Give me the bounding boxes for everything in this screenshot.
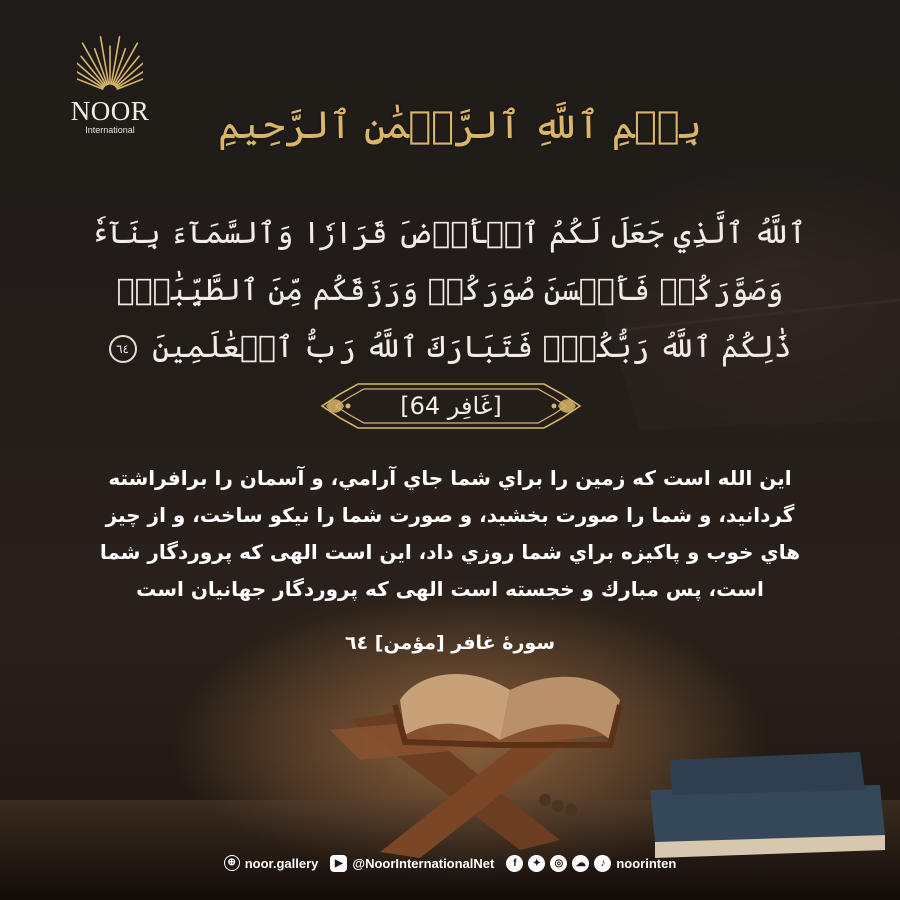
persian-translation: اين الله است كه زمين را براي شما جاي آرامي، و آسمان را برافراشته گردانيد، و شما را صورت بخشيد، و صورت شما را نيكو ساخت، و از چيز هاي خوب و پاكيزه براي شما روزي داد، اين است الهى كه پروردگار شما است، پس مبارك و خجسته است الهى كه پروردگار جهانيان است (99, 466, 801, 601)
logo-ray (116, 55, 143, 87)
logo-ray (77, 55, 104, 87)
verse-reference: [غَافِر 64] (400, 392, 502, 420)
website-text: noor.gallery (244, 855, 319, 871)
verse-text: ٱللَّهُ ٱلَّذِي جَعَلَ لَكُمُ ٱلۡأَرۡضَ قَرَارٗا وَٱلسَّمَآءَ بِنَآءٗ وَصَوَّرَكُمۡ فَأَحۡسَنَ صُوَرَكُمۡ وَرَزَقَكُم مِّنَ ٱلطَّيِّبَٰتِۚ ذَٰلِكُمُ ٱللَّهُ رَبُّكُمۡۖ فَتَبَارَكَ ٱللَّهُ رَبُّ ٱلۡعَٰلَمِينَ (93, 216, 807, 365)
facebook-icon[interactable]: f (506, 855, 523, 872)
tiktok-icon[interactable]: ♪ (594, 855, 611, 872)
website-link[interactable] (224, 855, 319, 871)
logo-subtitle: International (85, 125, 135, 135)
verse-reference-cartouche (318, 378, 584, 434)
sunburst-logo-icon (77, 30, 143, 94)
youtube-icon: ▶ (330, 855, 347, 872)
basmala-calligraphy: بِسۡمِ ٱللَّهِ ٱلرَّحۡمَٰنِ ٱلرَّحِيمِ (218, 103, 702, 147)
logo-name: NOOR (70, 96, 150, 126)
twitter-icon[interactable]: ✦ (528, 855, 545, 872)
instagram-icon[interactable]: ◎ (550, 855, 567, 872)
arabic-verse (80, 205, 820, 376)
verse-number-badge: ٦٤ (109, 335, 137, 363)
social-handle: noorinten (616, 855, 677, 871)
globe-icon: ⊕ (224, 855, 240, 871)
footer-links (0, 848, 900, 878)
noor-logo (55, 30, 165, 150)
soundcloud-icon[interactable]: ☁ (572, 855, 589, 872)
surah-reference: سورۀ غافر [مؤمن] ٦٤ (344, 632, 556, 654)
youtube-link[interactable] (330, 855, 494, 872)
youtube-handle: @NoorInternationalNet (352, 855, 495, 871)
social-links[interactable] (506, 855, 676, 872)
